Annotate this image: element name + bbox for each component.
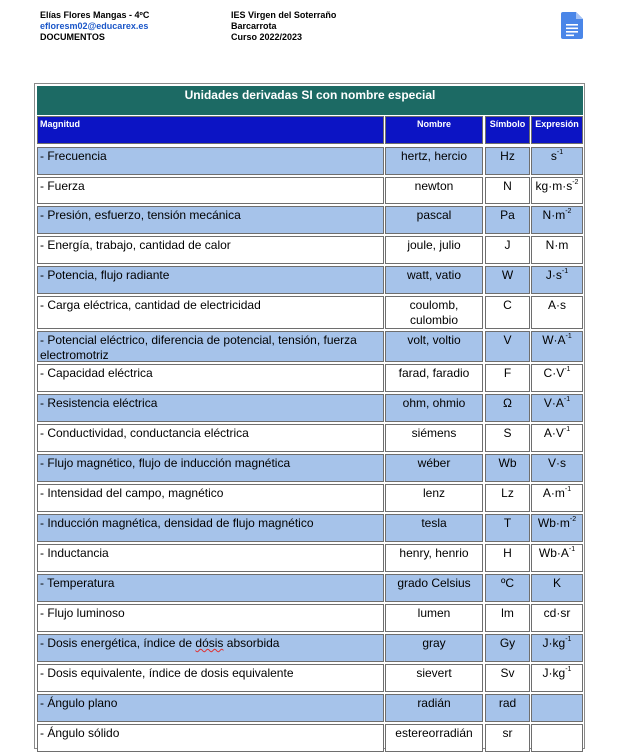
expresion-exponent: -1 — [565, 636, 572, 643]
cell-nombre: grado Celsius — [385, 574, 483, 602]
cell-expresion — [531, 634, 583, 662]
expresion-base: W·A — [542, 333, 566, 347]
cell-nombre: gray — [385, 634, 483, 662]
cell-expresion — [531, 394, 583, 422]
cell-simbolo: F — [485, 364, 530, 392]
cell-simbolo: V — [485, 331, 530, 362]
cell-nombre: pascal — [385, 206, 483, 234]
expresion-exponent: -1 — [564, 366, 571, 373]
section-label: DOCUMENTOS — [40, 32, 105, 42]
cell-nombre: lumen — [385, 604, 483, 632]
expresion-base: N·m — [545, 238, 569, 252]
expresion-exponent: -2 — [565, 208, 572, 215]
cell-simbolo: lm — [485, 604, 530, 632]
cell-magnitud: - Energía, trabajo, cantidad de calor — [37, 236, 384, 264]
column-header-simbolo: Símbolo — [485, 116, 530, 144]
header-author-block — [40, 10, 149, 43]
cell-magnitud: - Ángulo plano — [37, 694, 384, 722]
column-header-magnitud: Magnitud — [37, 116, 384, 144]
cell-nombre: henry, henrio — [385, 544, 483, 572]
cell-nombre: estereorradián — [385, 724, 483, 752]
cell-nombre: lenz — [385, 484, 483, 512]
cell-nombre: watt, vatio — [385, 266, 483, 294]
cell-expresion — [531, 664, 583, 692]
cell-expresion — [531, 454, 583, 482]
cell-simbolo: Wb — [485, 454, 530, 482]
school-town: Barcarrota — [231, 21, 277, 31]
expresion-exponent: -2 — [569, 516, 577, 523]
cell-expresion — [531, 331, 583, 362]
cell-simbolo: Ω — [485, 394, 530, 422]
cell-nombre: hertz, hercio — [385, 147, 483, 175]
expresion-exponent: -1 — [564, 486, 572, 493]
cell-expresion — [531, 424, 583, 452]
cell-magnitud: - Presión, esfuerzo, tensión mecánica — [37, 206, 384, 234]
cell-expresion — [531, 296, 583, 329]
si-units-table — [34, 83, 585, 749]
expresion-base: A·s — [548, 298, 566, 312]
cell-simbolo: Lz — [485, 484, 530, 512]
expresion-base: K — [552, 576, 561, 590]
cell-expresion — [531, 694, 583, 722]
cell-expresion — [531, 147, 583, 175]
cell-expresion — [531, 266, 583, 294]
cell-magnitud: - Dosis equivalente, índice de dosis equivalente — [37, 664, 384, 692]
cell-magnitud: - Potencia, flujo radiante — [37, 266, 384, 294]
expresion-base: N·m — [542, 208, 566, 222]
expresion-base: J·s — [545, 268, 562, 282]
expresion-exponent: -1 — [563, 426, 571, 433]
cell-nombre: coulomb, culombio — [385, 296, 483, 329]
table-title: Unidades derivadas SI con nombre especial — [37, 86, 583, 115]
author-name: Elías Flores Mangas - 4ºC — [40, 10, 150, 20]
expresion-exponent: -1 — [556, 149, 564, 156]
cell-nombre: sievert — [385, 664, 483, 692]
course-year: Curso 2022/2023 — [231, 32, 303, 42]
expresion-exponent: -1 — [565, 333, 572, 340]
cell-simbolo: ºC — [485, 574, 530, 602]
cell-magnitud: - Potencial eléctrico, diferencia de potencial, tensión, fuerza electromotriz — [37, 331, 384, 362]
cell-magnitud: - Carga eléctrica, cantidad de electricidad — [37, 296, 384, 329]
cell-magnitud: - Inductancia — [37, 544, 384, 572]
cell-magnitud: - Temperatura — [37, 574, 384, 602]
cell-nombre: radián — [385, 694, 483, 722]
expresion-base: V·s — [548, 456, 566, 470]
cell-nombre: joule, julio — [385, 236, 483, 264]
cell-simbolo: T — [485, 514, 530, 542]
expresion-base: J·kg — [542, 666, 566, 680]
cell-magnitud: - Flujo luminoso — [37, 604, 384, 632]
cell-nombre: siémens — [385, 424, 483, 452]
expresion-base: Wb·m — [537, 516, 570, 530]
cell-simbolo: rad — [485, 694, 530, 722]
cell-magnitud: - Fuerza — [37, 177, 384, 204]
google-docs-icon[interactable] — [561, 12, 583, 39]
expresion-base: kg·m·s — [535, 179, 573, 193]
cell-magnitud: - Conductividad, conductancia eléctrica — [37, 424, 384, 452]
cell-magnitud: - Capacidad eléctrica — [37, 364, 384, 392]
cell-simbolo: W — [485, 266, 530, 294]
cell-magnitud: - Dosis energética, índice de dósis absorbida — [37, 634, 384, 662]
cell-nombre: farad, faradio — [385, 364, 483, 392]
column-header-nombre: Nombre — [385, 116, 483, 144]
cell-nombre: volt, voltio — [385, 331, 483, 362]
expresion-exponent: -2 — [572, 179, 579, 186]
expresion-exponent: -1 — [568, 546, 576, 553]
school-name: IES Virgen del Soterraño — [231, 10, 337, 20]
column-header-expresion: Expresión — [531, 116, 583, 144]
expresion-base: J·kg — [542, 636, 566, 650]
expresion-exponent: -1 — [561, 268, 569, 275]
expresion-base: cd·sr — [543, 606, 571, 620]
cell-expresion — [531, 206, 583, 234]
cell-magnitud: - Flujo magnético, flujo de inducción magnética — [37, 454, 384, 482]
cell-nombre: ohm, ohmio — [385, 394, 483, 422]
cell-expresion — [531, 544, 583, 572]
cell-expresion — [531, 484, 583, 512]
cell-magnitud: - Frecuencia — [37, 147, 384, 175]
cell-magnitud: - Intensidad del campo, magnético — [37, 484, 384, 512]
cell-simbolo: J — [485, 236, 530, 264]
expresion-exponent: -1 — [565, 666, 572, 673]
cell-expresion — [531, 364, 583, 392]
cell-expresion — [531, 574, 583, 602]
cell-expresion — [531, 236, 583, 264]
cell-expresion — [531, 514, 583, 542]
cell-magnitud: - Resistencia eléctrica — [37, 394, 384, 422]
cell-simbolo: C — [485, 296, 530, 329]
expresion-base: A·m — [542, 486, 565, 500]
expresion-base: C·V — [543, 366, 565, 380]
cell-expresion — [531, 177, 583, 204]
header-school-block — [231, 10, 336, 43]
cell-simbolo: S — [485, 424, 530, 452]
expresion-base: A·V — [543, 426, 564, 440]
cell-simbolo: Sv — [485, 664, 530, 692]
expresion-exponent: -1 — [563, 396, 571, 403]
cell-expresion — [531, 724, 583, 752]
cell-nombre: wéber — [385, 454, 483, 482]
cell-simbolo: H — [485, 544, 530, 572]
cell-magnitud: - Ángulo sólido — [37, 724, 384, 752]
cell-simbolo: N — [485, 177, 530, 204]
expresion-base: V·A — [543, 396, 564, 410]
cell-nombre: tesla — [385, 514, 483, 542]
cell-simbolo: sr — [485, 724, 530, 752]
cell-magnitud: - Inducción magnética, densidad de flujo magnético — [37, 514, 384, 542]
cell-simbolo: Gy — [485, 634, 530, 662]
author-email-link[interactable]: efloresm02@educarex.es — [40, 21, 149, 31]
cell-simbolo: Hz — [485, 147, 530, 175]
cell-expresion — [531, 604, 583, 632]
cell-simbolo: Pa — [485, 206, 530, 234]
cell-nombre: newton — [385, 177, 483, 204]
expresion-base: s — [550, 149, 557, 163]
expresion-base: Wb·A — [538, 546, 569, 560]
